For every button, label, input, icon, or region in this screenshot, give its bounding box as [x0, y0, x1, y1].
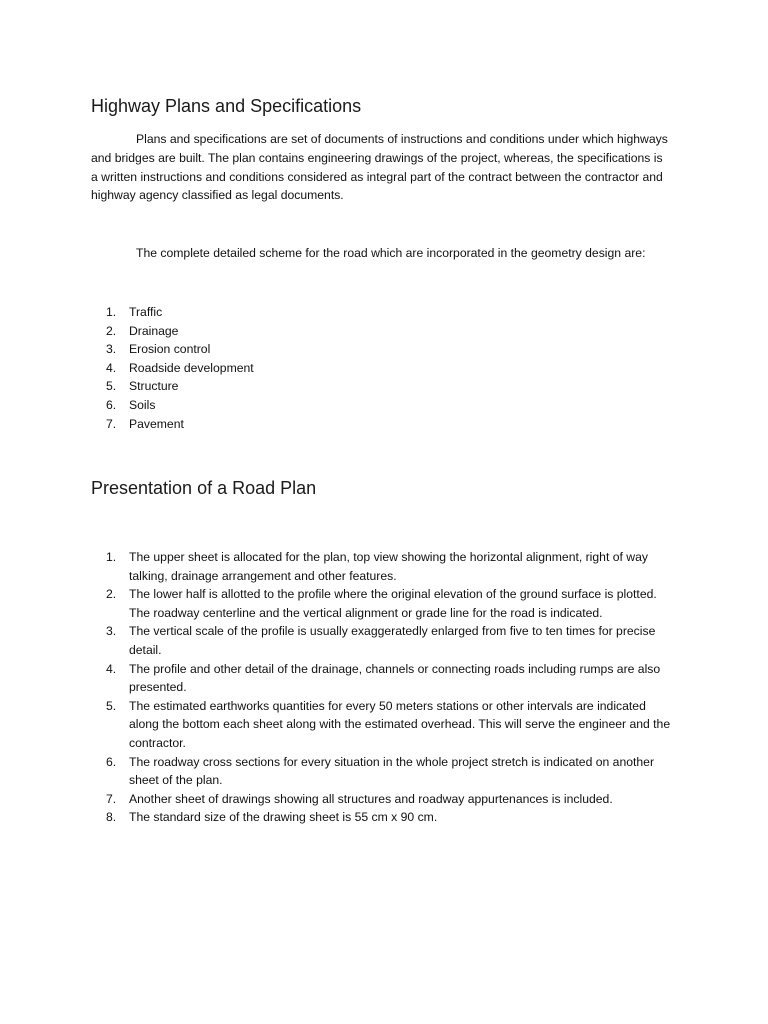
list-item-text: Structure — [129, 379, 179, 394]
list-number: 6. — [106, 754, 117, 769]
list-item — [91, 359, 491, 378]
list-item — [91, 415, 491, 434]
list-item-text: Roadside development — [129, 360, 254, 375]
road-plan-list — [91, 548, 671, 827]
list-item-text: Traffic — [129, 305, 163, 319]
list-item-text: The roadway cross sections for every situation in the whole project stretch is indicated on another sheet of the plan. — [129, 754, 655, 788]
list-item — [91, 790, 671, 809]
list-item — [91, 340, 491, 359]
list-item — [91, 303, 491, 322]
list-number: 2. — [106, 323, 117, 338]
geometry-design-list — [91, 303, 491, 433]
list-item-text: Soils — [129, 397, 156, 412]
scheme-paragraph: The complete detailed scheme for the road which are incorporated in the geometry design are: — [136, 246, 646, 260]
list-item-text: The profile and other detail of the drainage, channels or connecting roads including rumps are also presented. — [129, 661, 661, 695]
list-item-text: The vertical scale of the profile is usually exaggeratedly enlarged from five to ten times for precise detail. — [129, 624, 656, 657]
intro-paragraph: Plans and specifications are set of documents of instructions and conditions under which highways and bridges are built. The plan contains engineering drawings of the project, whereas, the specifications is a written instructions and conditions considered as integral part of the contract between the contractor and highway agency classified as legal documents. — [91, 132, 668, 203]
list-number: 1. — [106, 550, 117, 564]
list-item-text: Erosion control — [129, 342, 211, 357]
list-item-text: The standard size of the drawing sheet is 55 cm x 90 cm. — [129, 810, 438, 825]
list-item — [91, 377, 491, 396]
section-heading-plans-specifications: Highway Plans and Specifications — [91, 96, 362, 116]
list-number: 7. — [106, 416, 117, 431]
list-number: 4. — [106, 360, 117, 375]
list-item-text: The upper sheet is allocated for the plan, top view showing the horizontal alignment, right of way talking, drainage arrangement and other features. — [129, 550, 648, 583]
list-number: 7. — [106, 791, 117, 806]
list-item-text: The estimated earthworks quantities for every 50 meters stations or other intervals are indicated along the bottom each sheet along with the estimated overhead. This will serve the engineer and the contractor. — [129, 698, 671, 750]
list-number: 1. — [106, 305, 117, 319]
list-item — [91, 697, 671, 753]
list-item-text: Pavement — [129, 416, 184, 431]
list-number: 3. — [106, 624, 117, 639]
list-item — [91, 808, 671, 827]
list-number: 4. — [106, 661, 117, 676]
list-item-text: The lower half is allotted to the profile where the original elevation of the ground surface is plotted. The roadway centerline and the vertical alignment or grade line for the road is indicated. — [129, 587, 657, 620]
list-item-text: Another sheet of drawings showing all structures and roadway appurtenances is included. — [129, 791, 613, 806]
list-item — [91, 660, 671, 697]
list-item — [91, 322, 491, 341]
list-number: 3. — [106, 342, 117, 357]
list-number: 5. — [106, 379, 117, 394]
section-heading-road-plan: Presentation of a Road Plan — [91, 478, 317, 498]
list-number: 6. — [106, 397, 117, 412]
list-number: 8. — [106, 810, 117, 825]
list-item — [91, 753, 671, 790]
list-item — [91, 585, 671, 622]
list-item — [91, 548, 671, 585]
list-item-text: Drainage — [129, 323, 179, 338]
list-item — [91, 396, 491, 415]
list-number: 5. — [106, 698, 117, 713]
list-item — [91, 622, 671, 659]
list-number: 2. — [106, 587, 117, 602]
